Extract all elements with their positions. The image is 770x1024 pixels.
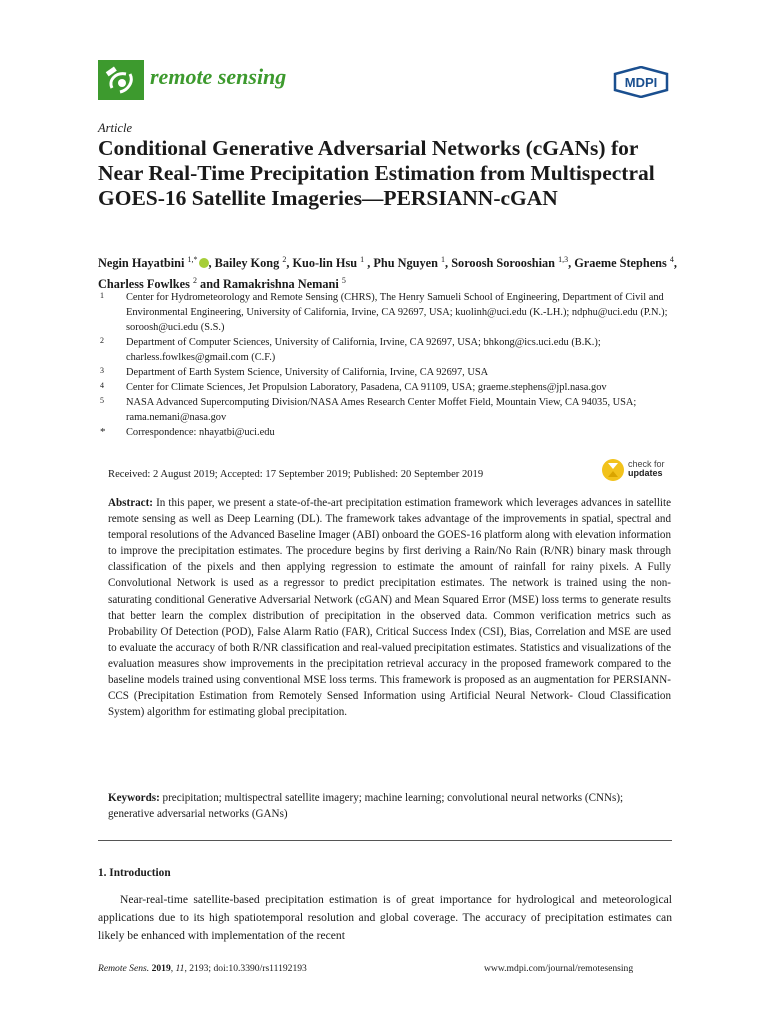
author-name: Soroosh Sorooshian: [451, 256, 555, 271]
author-name: Negin Hayatbini: [98, 256, 185, 271]
affiliation-number: 1: [100, 291, 104, 300]
journal-name: remote sensing: [150, 64, 287, 89]
abstract-label: Abstract:: [108, 497, 153, 509]
affiliation-text: Correspondence: nhayatbi@uci.edu: [126, 427, 275, 438]
publication-dates: Received: 2 August 2019; Accepted: 17 September 2019; Published: 20 September 2019: [108, 469, 484, 480]
affiliation-item: [100, 380, 675, 395]
keywords-text: precipitation; multispectral satellite imagery; machine learning; convolutional neural networks (CNNs); generative adversarial networks (GANs): [108, 792, 624, 821]
citation-footer: Remote Sens. 2019, 11, 2193; doi:10.3390/rs11192193: [98, 963, 307, 974]
journal-logo-icon: [98, 60, 144, 100]
paper-title: Conditional Generative Adversarial Networks (cGANs) for Near Real-Time Precipitation Estimation from Multispectral GOES-16 Satellite Imageries—PERSIANN-cGAN: [98, 136, 655, 210]
affiliation-text: Center for Hydrometeorology and Remote Sensing (CHRS), The Henry Samueli School of Engineering, Department of Civil and Environmental Engineering, University of California, Irvine, CA 92697, USA; kuolinh@uci.edu (K.-LH.); ndphu@uci.edu (P.N.); soroosh@uci.edu (S.S.): [126, 292, 668, 333]
affiliation-item: [100, 425, 675, 440]
footer-journal: Remote Sens.: [98, 963, 150, 974]
author-name: Charless Fowlkes: [98, 277, 190, 292]
author-affiliation-mark: 5: [341, 276, 346, 286]
affiliation-number: *: [100, 426, 106, 438]
section-divider: [98, 840, 672, 841]
author-affiliation-mark: 1,3: [558, 255, 569, 264]
author-name: Kuo-lin Hsu: [292, 256, 358, 271]
author-affiliation-mark: 1: [441, 255, 446, 264]
footer-volume: 11: [175, 963, 185, 974]
author-list: [98, 251, 678, 293]
check-updates-line1: check for: [628, 459, 665, 469]
author-separator: ,: [364, 256, 374, 271]
article-type: Article: [98, 121, 133, 135]
author-affiliation-mark: 1: [360, 255, 365, 264]
check-updates-icon: [600, 457, 626, 483]
affiliation-item: [100, 290, 675, 335]
affiliation-number: 2: [100, 336, 104, 345]
author-affiliation-mark: 2: [192, 276, 197, 286]
affiliation-text: NASA Advanced Supercomputing Division/NASA Ames Research Center Moffet Field, Mountain View, CA 94035, USA; rama.nemani@nasa.gov: [126, 397, 637, 423]
affiliation-number: 5: [100, 396, 104, 405]
keywords: [108, 790, 671, 822]
affiliation-number: 4: [100, 381, 104, 390]
author-name: Graeme Stephens: [574, 256, 667, 271]
abstract: [108, 495, 671, 720]
affiliation-item: [100, 365, 675, 380]
affiliation-item: [100, 395, 675, 425]
footer-pages: , 2193; doi:10.3390/rs11192193: [184, 963, 307, 974]
affiliation-text: Center for Climate Sciences, Jet Propulsion Laboratory, Pasadena, CA 91109, USA; graeme.stephens@jpl.nasa.gov: [126, 382, 607, 393]
author-separator: ,: [208, 256, 215, 271]
author-separator: ,: [673, 256, 677, 271]
affiliation-list: [100, 290, 675, 440]
author-separator: ,: [568, 256, 575, 271]
author-separator: ,: [445, 256, 452, 271]
affiliation-text: Department of Computer Sciences, University of California, Irvine, CA 92697, USA; bhkong@ics.uci.edu (B.K.); charless.fowlkes@gmail.com (C.F.): [126, 337, 601, 363]
affiliation-item: [100, 335, 675, 365]
abstract-text: In this paper, we present a state-of-the-art precipitation estimation framework which leverages advances in satellite remote sensing as well as Deep Learning (DL). The framework takes advantage of the improvements in spatial, spectral and temporal resolutions of the Advanced Baseline Imager (ABI) onboard the GOES-16 platform along with elevation information to improve the precipitation estimates. The procedure begins by first deriving a Rain/No Rain (R/NR) binary mask through classification of the pixels and then applying regression to estimate the amount of rainfall for rainy pixels. A Fully Convolutional Network is used as a regressor to predict precipitation estimates. The network is trained using the non-saturating conditional Generative Adversarial Network (cGAN) and Mean Squared Error (MSE) loss terms to generate results that better learn the complex distribution of precipitation in the observed data. Common verification metrics such as Probability Of Detection (POD), False Alarm Ratio (FAR), Critical Success Index (CSI), Bias, Correlation and MSE are used to evaluate the accuracy of both R/NR classification and real-valued precipitation estimates. Statistics and visualizations of the evaluation measures show improvements in the precipitation retrieval accuracy in the proposed framework compared to the baseline models trained using conventional MSE loss terms. This framework is proposed as an augmentation for PERSIANN-CCS (Precipitation Estimation from Remotely Sensed Information using Artificial Neural Network- Cloud Classification System) algorithm for estimating global precipitation.: [108, 497, 671, 719]
keywords-label: Keywords:: [108, 792, 160, 804]
orcid-icon[interactable]: [199, 258, 209, 268]
publisher-logo: [612, 66, 670, 98]
section-heading: 1. Introduction: [98, 867, 171, 879]
author-separator: ,: [286, 256, 293, 271]
affiliation-number: 3: [100, 366, 104, 375]
journal-url[interactable]: www.mdpi.com/journal/remotesensing: [484, 963, 634, 974]
author-affiliation-mark: 2: [282, 255, 287, 264]
check-for-updates-badge[interactable]: [600, 457, 680, 483]
author-affiliation-mark: 1,*: [187, 255, 198, 264]
affiliation-text: Department of Earth System Science, University of California, Irvine, CA 92697, USA: [126, 367, 489, 378]
publisher-name: MDPI: [624, 75, 658, 90]
body-paragraph: Near-real-time satellite-based precipitation estimation is of great importance for hydrological and meteorological applications due to its high spatiotemporal resolution and global coverage. The accuracy of precipitation estimates can likely be enhanced with implementation of the recent: [98, 893, 672, 942]
author-name: Phu Nguyen: [373, 256, 438, 271]
footer-year: 2019: [151, 963, 171, 974]
author-affiliation-mark: 4: [669, 255, 674, 264]
author-separator: and: [196, 277, 223, 292]
check-updates-line2: updates: [628, 468, 663, 478]
author-name: Ramakrishna Nemani: [222, 277, 339, 292]
author-name: Bailey Kong: [214, 256, 280, 271]
